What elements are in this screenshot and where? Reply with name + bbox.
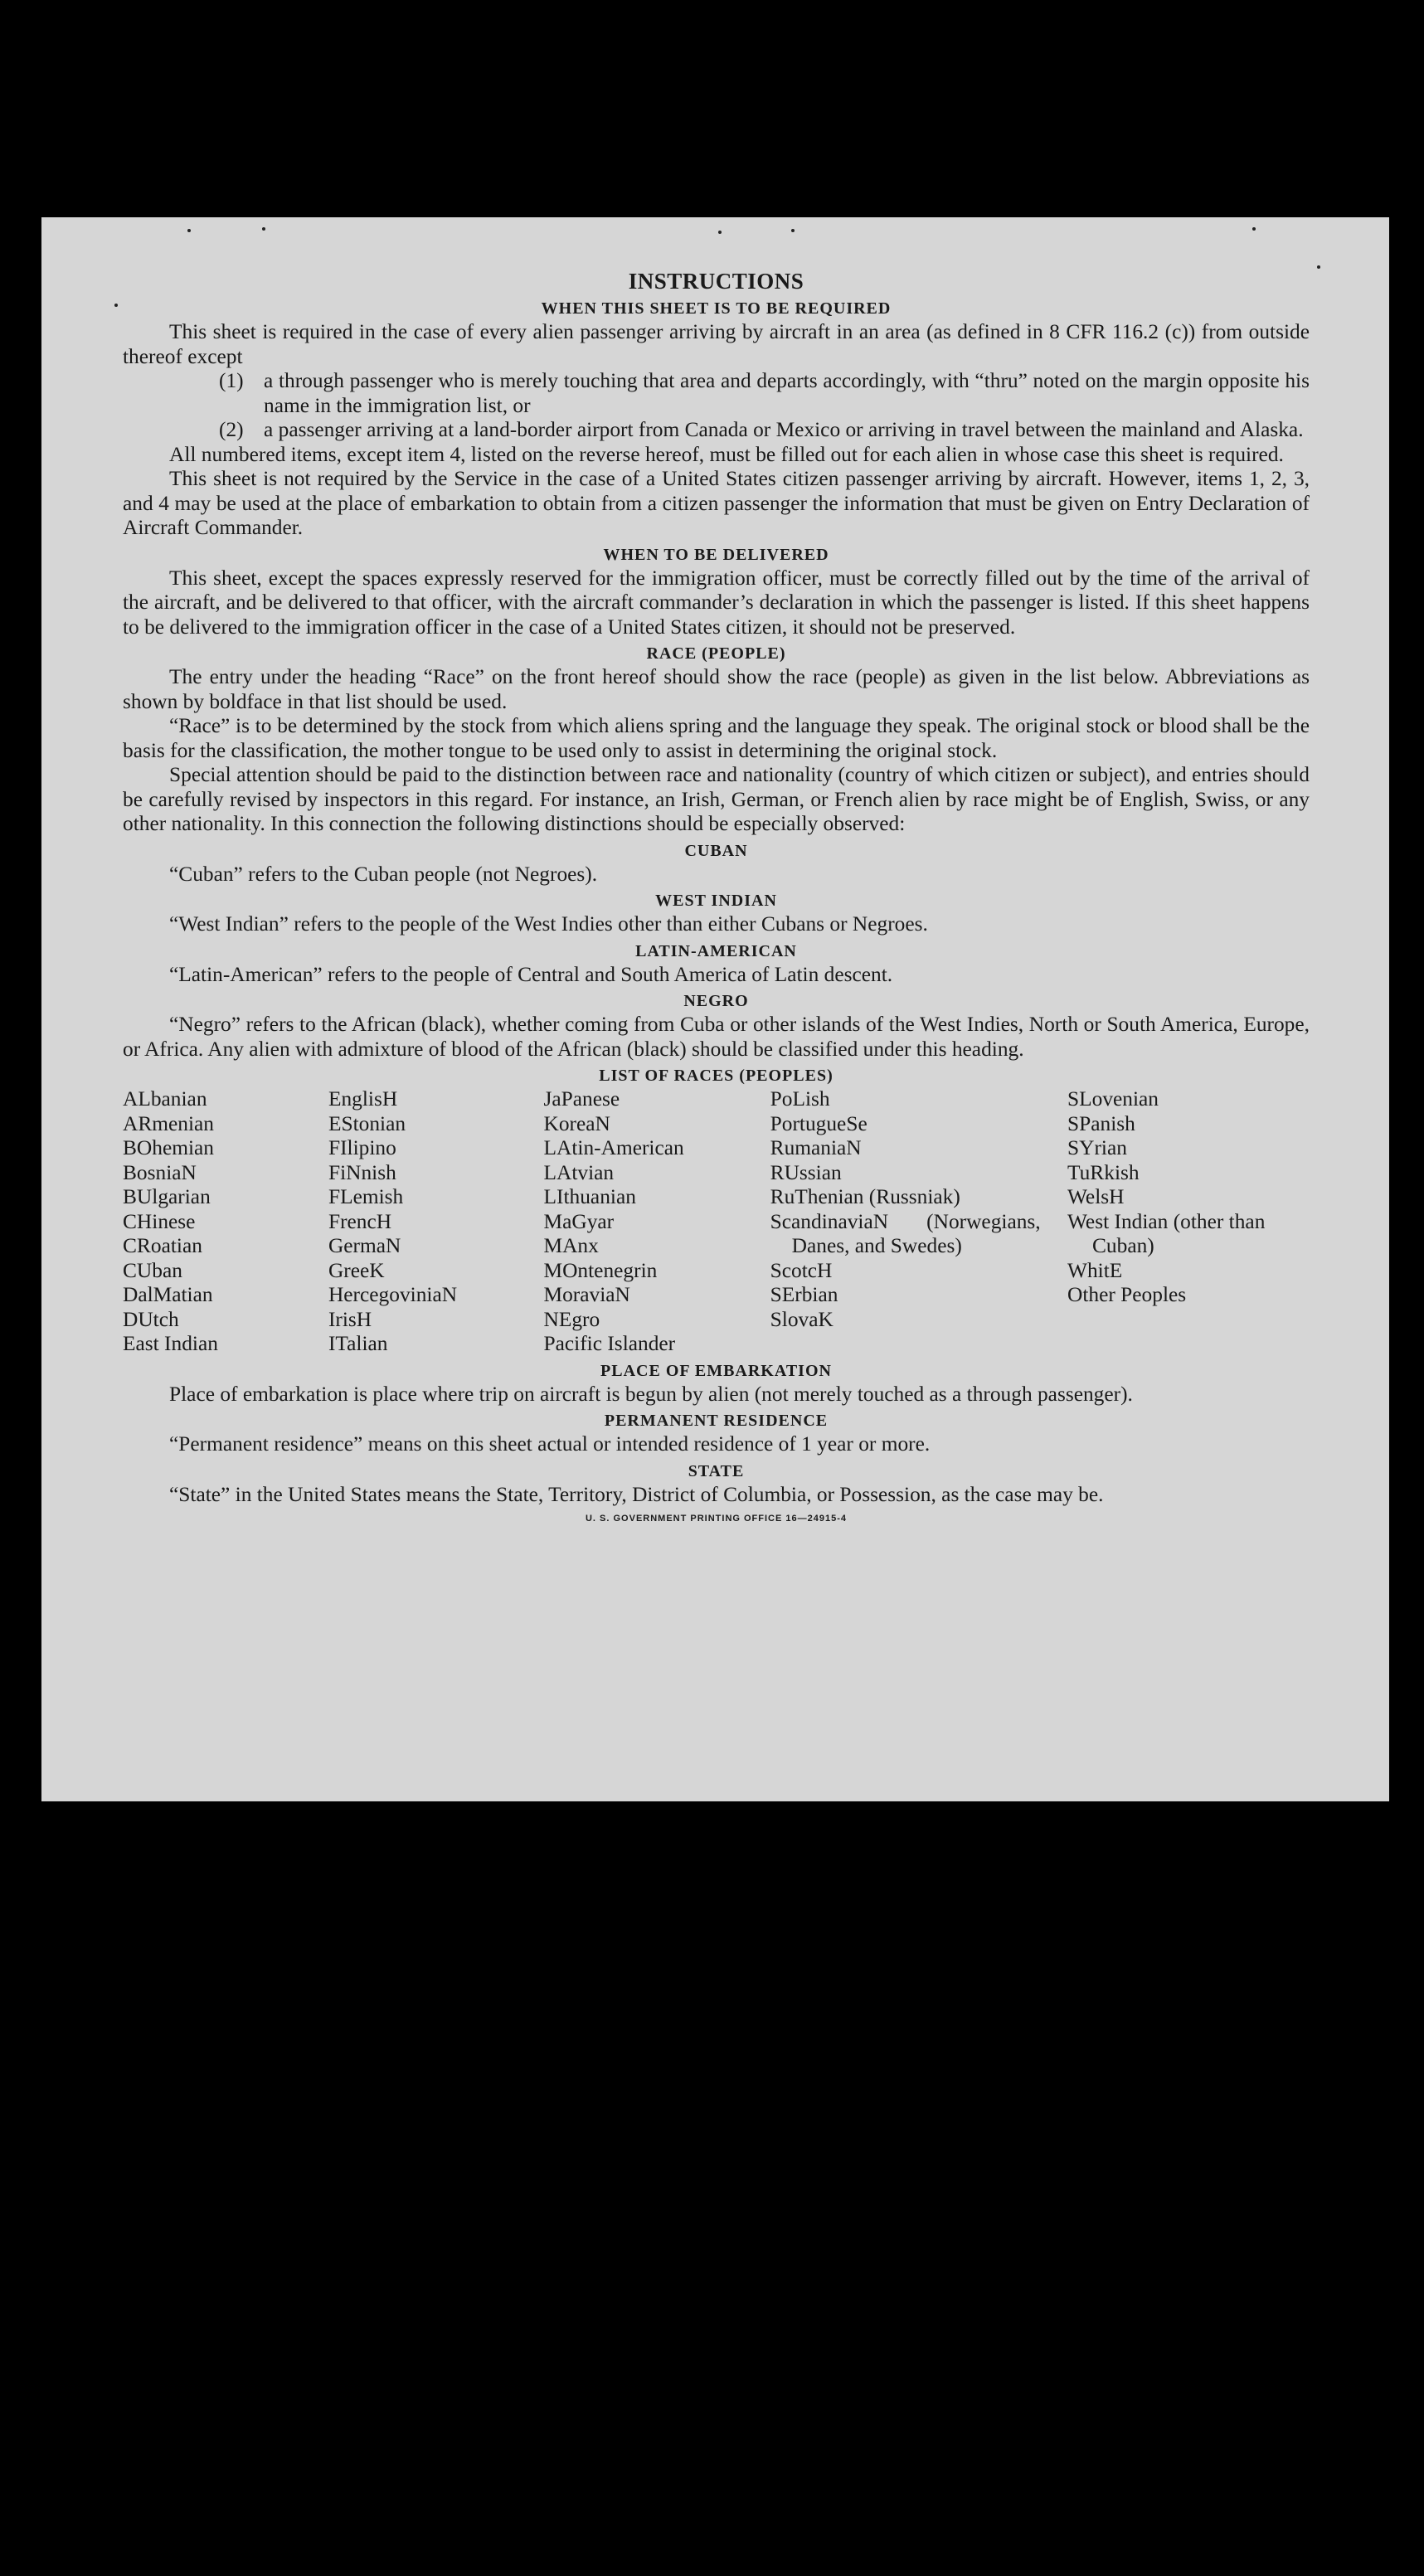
race-entry: ScotcH xyxy=(770,1258,833,1282)
race-entry: RuThenian (Russniak) xyxy=(770,1185,960,1208)
paragraph-state: “State” in the United States means the State, Territory, District of Columbia, or Possession, as the case may be. xyxy=(169,1482,1104,1506)
race-entry: RumaniaN xyxy=(770,1136,862,1159)
race-entry: SlovaK xyxy=(770,1307,834,1331)
race-entry: WhitE xyxy=(1067,1258,1123,1282)
paragraph-citizen-passenger: This sheet is not required by the Service in the case of a United States citizen passenger arriving by aircraft. However, items 1, 2, 3, and 4 may be used at the place of embarkation to obtain from a citizen passenger the information that must be given on Entry Declaration of Aircraft Commander. xyxy=(123,467,1310,539)
paragraph-residence: “Permanent residence” means on this sheet actual or intended residence of 1 year or more. xyxy=(169,1432,931,1456)
race-entry: GermaN xyxy=(328,1234,401,1257)
races-column-3 xyxy=(544,1087,770,1357)
race-entry: MaGyar xyxy=(543,1209,615,1233)
race-entry: DalMatian xyxy=(123,1283,213,1306)
heading-residence: PERMANENT RESIDENCE xyxy=(604,1412,829,1430)
race-entry: KoreaN xyxy=(543,1111,610,1135)
printing-office-imprint: U. S. GOVERNMENT PRINTING OFFICE 16—24915-4 xyxy=(585,1514,847,1524)
race-entry: GreeK xyxy=(328,1258,385,1282)
race-entry: SYrian xyxy=(1067,1136,1127,1159)
race-entry: NEgro xyxy=(543,1307,600,1331)
heading-list-of-races: LIST OF RACES (PEOPLES) xyxy=(599,1067,834,1085)
race-entry: PortugueSe xyxy=(770,1111,868,1135)
heading-when-delivered: WHEN TO BE DELIVERED xyxy=(603,545,829,564)
race-entry: WelsH xyxy=(1067,1185,1125,1208)
paragraph-negro: “Negro” refers to the African (black), whether coming from Cuba or other islands of the West Indies, North or South America, Europe, or Africa. Any alien with admixture of blood of the African (black) should be classified under this heading. xyxy=(123,1013,1310,1061)
heading-embarkation: PLACE OF EMBARKATION xyxy=(600,1361,832,1380)
paragraph-embarkation: Place of embarkation is place where trip on aircraft is begun by alien (not merely touched as a through passenger). xyxy=(169,1382,1133,1406)
exception-item-2 xyxy=(219,418,1310,443)
race-entry: MoraviaN xyxy=(543,1283,630,1306)
race-entry: MAnx xyxy=(543,1234,599,1257)
exception-item-1 xyxy=(219,369,1310,418)
race-entry: FrencH xyxy=(328,1209,392,1233)
races-column-2 xyxy=(328,1087,544,1357)
heading-west-indian: WEST INDIAN xyxy=(655,892,777,910)
heading-when-required: WHEN THIS SHEET IS TO BE REQUIRED xyxy=(541,299,892,318)
document-title: INSTRUCTIONS xyxy=(628,269,804,294)
race-entry: ARmenian xyxy=(123,1111,215,1135)
race-entry: SLovenian xyxy=(1067,1087,1159,1111)
race-entry: EnglisH xyxy=(328,1087,398,1111)
race-entry: BUlgarian xyxy=(123,1185,211,1208)
paragraph-cuban: “Cuban” refers to the Cuban people (not Negroes). xyxy=(169,862,598,886)
race-entry: Pacific Islander xyxy=(543,1332,676,1355)
race-entry: LIthuanian xyxy=(543,1185,636,1208)
heading-negro: NEGRO xyxy=(683,992,749,1010)
paragraph-race-1: The entry under the heading “Race” on the front hereof should show the race (people) as given in the list below. Abbreviations as shown by boldface in that list should be used. xyxy=(123,665,1310,713)
heading-state: STATE xyxy=(688,1461,745,1480)
race-entry: JaPanese xyxy=(543,1087,620,1111)
heading-latin-american: LATIN-AMERICAN xyxy=(635,941,797,960)
race-entry: ALbanian xyxy=(123,1087,207,1111)
race-entry: BosniaN xyxy=(123,1160,197,1184)
races-column-1 xyxy=(123,1087,328,1357)
race-entry: FiNnish xyxy=(328,1160,396,1184)
races-list xyxy=(123,1087,1310,1357)
race-entry: TuRkish xyxy=(1067,1160,1140,1184)
race-entry: ScandinaviaN (Norwegians, Danes, and Swedes) xyxy=(770,1209,1041,1257)
race-entry: LAtin-American xyxy=(543,1136,684,1159)
heading-race: RACE (PEOPLE) xyxy=(646,644,786,663)
race-entry: Other Peoples xyxy=(1067,1283,1187,1306)
race-entry: SErbian xyxy=(770,1283,838,1306)
paragraph-race-2: “Race” is to be determined by the stock from which aliens spring and the language they speak. The original stock or blood shall be the basis for the classification, the mother tongue to be used only to assist in determining the original stock. xyxy=(123,714,1310,762)
paragraph-when-delivered: This sheet, except the spaces expressly reserved for the immigration officer, must be correctly filled out by the time of the arrival of the aircraft, and be delivered to that officer, with the aircraft commander’s declaration in which the passenger is listed. If this sheet happens to be delivered to the immigration officer in the case of a United States citizen, it should not be preserved. xyxy=(123,566,1310,639)
race-entry: BOhemian xyxy=(123,1136,215,1159)
paragraph-race-3: Special attention should be paid to the distinction between race and nationality (country of which citizen or subject), and entries should be carefully revised by inspectors in this regard. For instance, an Irish, German, or French alien by race might be of English, Swiss, or any other nationality. In this connection the following distinctions should be especially observed: xyxy=(123,763,1310,835)
race-entry: FIlipino xyxy=(328,1136,396,1159)
race-entry: SPanish xyxy=(1067,1111,1135,1135)
races-column-5 xyxy=(1067,1087,1310,1357)
paragraph-west-indian: “West Indian” refers to the people of the West Indies other than either Cubans or Negroes. xyxy=(169,912,928,936)
paragraph-numbered-items: All numbered items, except item 4, listed on the reverse hereof, must be filled out for each alien in whose case this sheet is required. xyxy=(169,442,1284,466)
race-entry: CRoatian xyxy=(123,1234,202,1257)
race-entry: LAtvian xyxy=(543,1160,615,1184)
exception-text: a passenger arriving at a land-border airport from Canada or Mexico or arriving in travel between the mainland and Alaska. xyxy=(264,418,1304,441)
race-entry: West Indian (other than Cuban) xyxy=(1067,1209,1266,1257)
paragraph-latin-american: “Latin-American” refers to the people of Central and South America of Latin descent. xyxy=(169,962,893,986)
document-sheet xyxy=(41,217,1389,1801)
race-entry: HercegoviniaN xyxy=(328,1283,458,1306)
race-entry: DUtch xyxy=(123,1307,179,1331)
heading-cuban: CUBAN xyxy=(684,841,748,860)
race-entry: PoLish xyxy=(770,1087,830,1111)
race-entry: EStonian xyxy=(328,1111,406,1135)
exception-number: (1) xyxy=(219,369,244,392)
race-entry: CHinese xyxy=(123,1209,196,1233)
race-entry: MOntenegrin xyxy=(543,1258,658,1282)
race-entry: CUban xyxy=(123,1258,182,1282)
exception-number: (2) xyxy=(219,418,244,441)
exception-text: a through passenger who is merely touching that area and departs accordingly, with “thru” noted on the margin opposite his name in the immigration list, or xyxy=(264,369,1310,417)
race-entry: IrisH xyxy=(328,1307,372,1331)
race-entry: ITalian xyxy=(328,1332,388,1355)
race-entry: East Indian xyxy=(123,1332,218,1355)
race-entry: FLemish xyxy=(328,1185,404,1208)
race-entry: RUssian xyxy=(770,1160,842,1184)
races-column-4 xyxy=(770,1087,1067,1357)
paragraph-when-required-intro: This sheet is required in the case of every alien passenger arriving by aircraft in an area (as defined in 8 CFR 116.2 (c)) from outside thereof except xyxy=(123,320,1310,368)
